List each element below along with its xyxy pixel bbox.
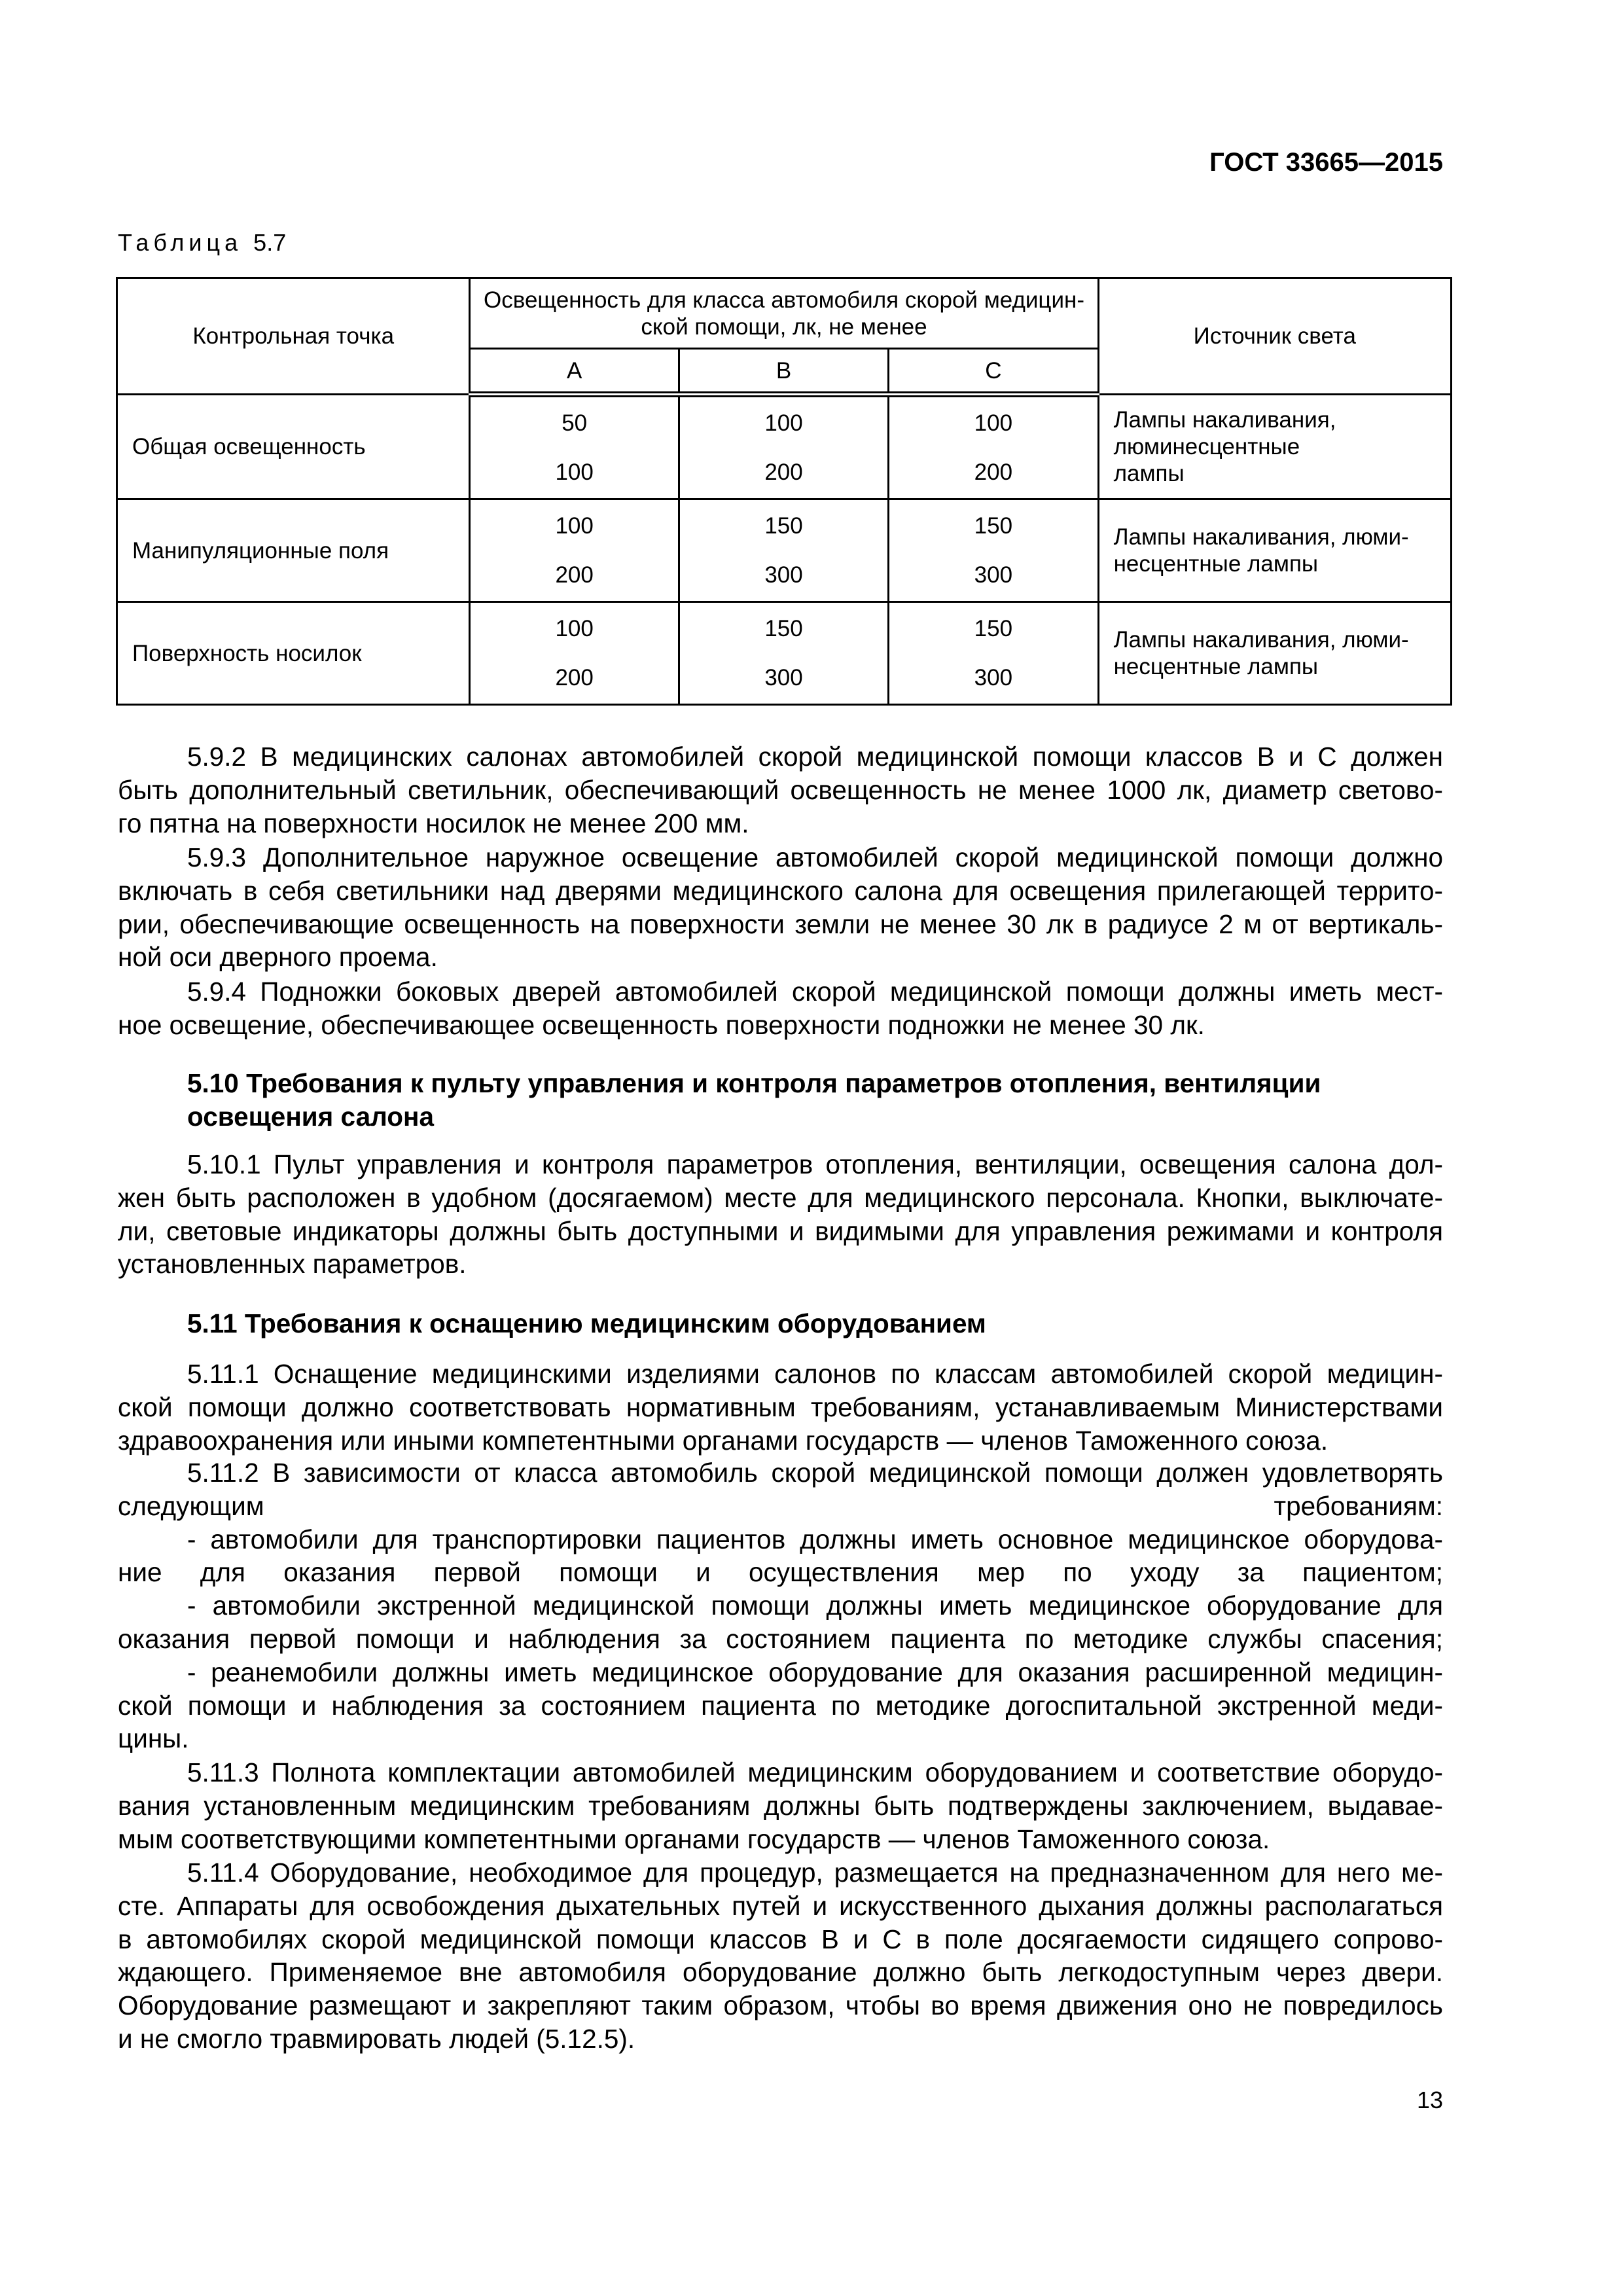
cell-value: 200 xyxy=(555,665,594,691)
text-line: ждающего. Применяемое вне автомобиля оборудование должно быть легкодоступным через двери. xyxy=(118,1957,1443,1988)
text-line: цины. xyxy=(118,1723,189,1754)
text-line: в автомобилях скорой медицинской помощи классов В и С в поле досягаемости сидящего сопрово- xyxy=(118,1924,1443,1954)
paragraph-p-5-11-3 xyxy=(118,1756,1443,1856)
text-line: 5.9.4 Подножки боковых дверей автомобилей скорой медицинской помощи должны иметь мест- xyxy=(187,977,1443,1007)
cell-value: 150 xyxy=(974,513,1013,539)
cell-class-b xyxy=(679,602,888,705)
text-line: следующим требованиям: xyxy=(118,1490,1443,1521)
text-line: 5.10.1 Пульт управления и контроля параметров отопления, вентиляции, освещения салона дол- xyxy=(187,1149,1443,1179)
text-line: - реанемобили должны иметь медицинское оборудование для оказания расширенной медицин- xyxy=(187,1657,1443,1687)
cell-value: 300 xyxy=(974,665,1013,691)
text-line: 5.9.3 Дополнительное наружное освещение автомобилей скорой медицинской помощи должно xyxy=(187,842,1443,872)
text-line: - автомобили для транспортировки пациентов должны иметь основное медицинское оборудова- xyxy=(187,1524,1443,1554)
text-line: ное освещение, обеспечивающее освещенность поверхности подножки не менее 30 лк. xyxy=(118,1009,1205,1040)
cell-control-point: Манипуляционные поля xyxy=(117,499,470,602)
cell-class-c xyxy=(889,602,1098,705)
cell-value: 150 xyxy=(974,616,1013,641)
paragraph-p-5-9-4 xyxy=(118,975,1443,1042)
cell-value: 50 xyxy=(562,410,588,436)
header-class-c: C xyxy=(889,349,1098,395)
cell-class-a xyxy=(470,602,679,705)
cell-value: 100 xyxy=(555,513,594,539)
document-code: ГОСТ 33665—2015 xyxy=(1209,148,1443,177)
cell-value: 300 xyxy=(764,562,803,588)
header-illuminance-line: ской помощи, лк, не менее xyxy=(641,314,927,340)
text-line: - автомобили экстренной медицинской помощи должны иметь медицинское оборудование для xyxy=(187,1590,1443,1621)
light-source-line: несцентные лампы xyxy=(1113,654,1319,679)
text-line: ской помощи должно соответствовать нормативным требованиям, устанавливаемым Министерствами xyxy=(118,1391,1443,1422)
illuminance-table xyxy=(116,277,1452,706)
text-line: 5.11.2 В зависимости от класса автомобиль скорой медицинской помощи должен удовлетворять xyxy=(187,1458,1443,1488)
paragraph-p-5-10-1 xyxy=(118,1148,1443,1281)
cell-value: 300 xyxy=(974,562,1013,588)
cell-control-point: Поверхность носилок xyxy=(117,602,470,705)
cell-value: 150 xyxy=(764,616,803,641)
cell-class-a xyxy=(470,499,679,602)
header-illuminance-line: Освещенность для класса автомобиля скорой медицин- xyxy=(484,287,1085,313)
text-line: и не смогло травмировать людей (5.12.5). xyxy=(118,2023,635,2054)
cell-class-b xyxy=(679,395,888,499)
cell-class-b xyxy=(679,499,888,602)
light-source-line: Лампы накаливания, xyxy=(1113,407,1336,433)
text-line: ной оси дверного проема. xyxy=(118,942,438,973)
text-line: Оборудование размещают и закрепляют таким образом, чтобы во время движения оно не повредилось xyxy=(118,1990,1443,2021)
text-line: здравоохранения или иными компетентными органами государств — членов Таможенного союза. xyxy=(118,1425,1329,1456)
header-illuminance xyxy=(470,278,1098,349)
text-line: мым соответствующими компетентными органами государств — членов Таможенного союза. xyxy=(118,1823,1270,1854)
light-source-line: несцентные лампы xyxy=(1113,551,1319,577)
cell-light-source xyxy=(1098,602,1451,705)
cell-class-c xyxy=(889,499,1098,602)
text-line: 5.10 Требования к пульту управления и контроля параметров отопления, вентиляции xyxy=(187,1068,1321,1098)
paragraph-p-5-11-4 xyxy=(118,1856,1443,2056)
text-line: быть дополнительный светильник, обеспечивающий освещенность не менее 1000 лк, диаметр светово- xyxy=(118,774,1443,805)
cell-light-source xyxy=(1098,499,1451,602)
text-line: вания установленным медицинским требованиям должны быть подтверждены заключением, выдавае- xyxy=(118,1790,1443,1821)
paragraph-p-5-9-2 xyxy=(118,740,1443,840)
page-number: 13 xyxy=(1416,2087,1443,2113)
header-class-b: B xyxy=(679,349,888,395)
cell-value: 150 xyxy=(764,513,803,539)
cell-value: 300 xyxy=(764,665,803,691)
cell-value: 200 xyxy=(974,459,1013,485)
text-line: жен быть расположен в удобном (досягаемом) месте для медицинского персонала. Кнопки, выключате- xyxy=(118,1182,1443,1213)
text-line: освещения салона xyxy=(187,1101,435,1132)
cell-value: 100 xyxy=(555,459,594,485)
table-row xyxy=(117,602,1452,705)
header-control-point: Контрольная точка xyxy=(117,278,470,395)
text-line: ли, световые индикаторы должны быть доступными и видимыми для управления режимами и контроля xyxy=(118,1215,1443,1246)
header-light-source: Источник света xyxy=(1098,278,1451,395)
table-caption-label: Таблица xyxy=(118,229,243,256)
cell-control-point: Общая освещенность xyxy=(117,395,470,499)
text-line: го пятна на поверхности носилок не менее 200 мм. xyxy=(118,808,749,838)
cell-value: 100 xyxy=(764,410,803,436)
text-line: установленных параметров. xyxy=(118,1249,467,1280)
cell-light-source xyxy=(1098,395,1451,499)
text-line: включать в себя светильники над дверями медицинского салона для освещения прилегающей террито- xyxy=(118,875,1443,906)
header-class-a: A xyxy=(470,349,679,395)
cell-value: 100 xyxy=(974,410,1013,436)
text-line: 5.11.4 Оборудование, необходимое для процедур, размещается на предназначенном для него ме- xyxy=(187,1857,1443,1888)
text-line: ской помощи и наблюдения за состоянием пациента по методике догоспитальной экстренной меди- xyxy=(118,1690,1443,1721)
text-line: 5.11 Требования к оснащению медицинским оборудованием xyxy=(187,1308,986,1338)
cell-value: 200 xyxy=(555,562,594,588)
section-heading-h-5-11 xyxy=(118,1307,1443,1340)
light-source-line: Лампы накаливания, люми- xyxy=(1113,627,1409,653)
text-line: рии, обеспечивающие освещенность на поверхности земли не менее 30 лк в радиусе 2 м от вертикаль- xyxy=(118,908,1443,939)
text-line: 5.9.2 В медицинских салонах автомобилей скорой медицинской помощи классов В и С должен xyxy=(187,742,1443,772)
table-header-row xyxy=(117,278,1452,349)
paragraph-p-5-11-1 xyxy=(118,1357,1443,1457)
table-row xyxy=(117,395,1452,499)
table-caption-number: 5.7 xyxy=(253,229,287,256)
text-line: 5.11.3 Полнота комплектации автомобилей медицинским оборудованием и соответствие оборудо- xyxy=(187,1757,1443,1787)
text-line: сте. Аппараты для освобождения дыхательных путей и искусственного дыхания должны располагаться xyxy=(118,1890,1443,1921)
text-line: оказания первой помощи и наблюдения за состоянием пациента по методике службы спасения; xyxy=(118,1623,1443,1654)
paragraph-p-5-9-3 xyxy=(118,841,1443,974)
cell-value: 200 xyxy=(764,459,803,485)
table-row xyxy=(117,499,1452,602)
cell-value: 100 xyxy=(555,616,594,641)
cell-class-c xyxy=(889,395,1098,499)
paragraph-p-5-11-2 xyxy=(118,1456,1443,1755)
table-caption xyxy=(118,229,286,257)
text-line: 5.11.1 Оснащение медицинскими изделиями салонов по классам автомобилей скорой медицин- xyxy=(187,1359,1443,1389)
text-line: ние для оказания первой помощи и осуществления мер по уходу за пациентом; xyxy=(118,1557,1443,1588)
light-source-line: Лампы накаливания, люми- xyxy=(1113,524,1409,550)
section-heading-h-5-10 xyxy=(118,1067,1443,1134)
light-source-line: люминесцентные xyxy=(1113,434,1300,459)
cell-class-a xyxy=(470,395,679,499)
light-source-line: лампы xyxy=(1113,461,1185,486)
